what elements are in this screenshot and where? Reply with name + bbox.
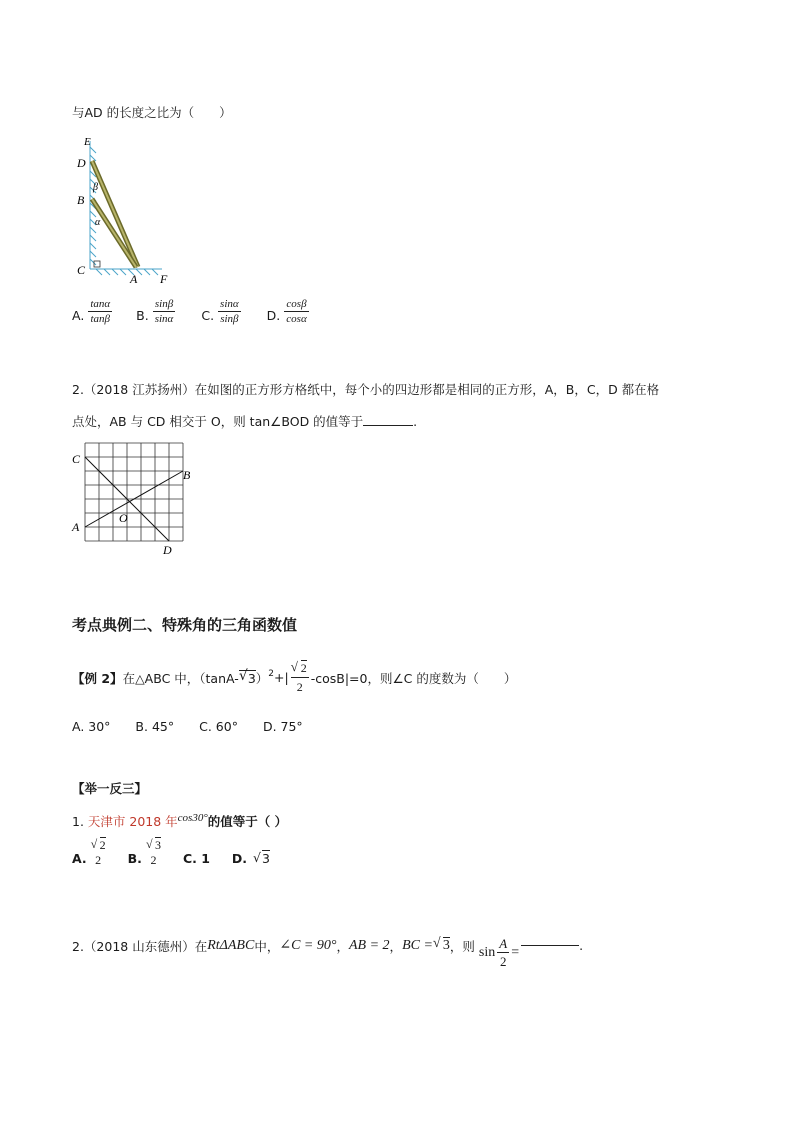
grid-label-D: D <box>163 543 172 557</box>
label-alpha: α <box>95 217 101 228</box>
sqrt-3: √ 3 <box>238 667 256 686</box>
label-E: E <box>84 136 91 148</box>
label-F: F <box>160 272 168 286</box>
answer-blank[interactable] <box>363 425 413 426</box>
q1-option-c[interactable]: C. $\frac{\sin\alpha}{\sin\beta}$ <box>201 298 239 325</box>
label-C: C <box>77 263 86 277</box>
floor-hatch <box>96 269 158 275</box>
example-2: 【例 2】 在△ABC 中，（tanA- √ 3 ） 2 +| √ 2 2 -cosB|=0，则∠C 的度数为（ ） <box>72 659 517 694</box>
label-B: B <box>77 193 85 207</box>
answer-blank-2[interactable] <box>521 945 579 946</box>
practice-1-options <box>72 838 270 868</box>
p1-option-a[interactable]: A. √ 2 2 <box>72 837 106 867</box>
p1-option-b[interactable]: B. √ 3 2 <box>127 837 161 867</box>
q1-option-b[interactable]: B. $\frac{\sin\beta}{\sin\alpha}$ <box>136 298 174 325</box>
grid-label-B: B <box>183 468 190 482</box>
q1-option-d[interactable]: D. $\frac{\cos\beta}{\cos\alpha}$ <box>266 298 307 325</box>
q1-option-a[interactable]: A. $\frac{\tan\alpha}{\tan\beta}$ <box>72 298 111 325</box>
practice-title: 【举一反三】 <box>72 781 148 796</box>
q1-options <box>72 298 325 325</box>
grid-label-O: O <box>119 511 128 525</box>
q2-line2: 点处，AB 与 CD 相交于 O，则 tan∠BOD 的值等于 . <box>72 414 418 429</box>
q2-line1: 2.（2018 江苏扬州）在如图的正方形方格纸中，每个小的四边形都是相同的正方形，A，B，C，D 都在格 <box>72 382 660 397</box>
label-A: A <box>130 272 138 286</box>
p1-option-c[interactable]: C. 1 <box>182 851 210 866</box>
p1-option-d[interactable]: D. √ 3 <box>231 850 270 866</box>
q1-stem: 与AD 的长度之比为（ ） <box>72 105 232 120</box>
practice-2: 2.（2018 山东德州）在 RtΔABC 中， ∠C = 90° ， AB = 2 ， BC = √ 3 ，则 sin $\frac{A}{2}$ = . <box>72 935 584 969</box>
label-beta: β <box>93 182 98 193</box>
label-D: D <box>77 156 86 170</box>
ladder-figure <box>70 133 180 288</box>
practice-1: 1. 天津市 2018 年cos30°的值等于（ ） <box>72 812 288 830</box>
grid-label-A: A <box>72 520 80 534</box>
section-heading: 考点典例二、特殊角的三角函数值 <box>72 616 298 634</box>
grid-label-C: C <box>72 452 81 466</box>
grid-figure <box>70 440 190 558</box>
grid-lines <box>85 443 183 541</box>
example-2-choices: A. 30° B. 45° C. 60° D. 75° <box>72 719 303 734</box>
